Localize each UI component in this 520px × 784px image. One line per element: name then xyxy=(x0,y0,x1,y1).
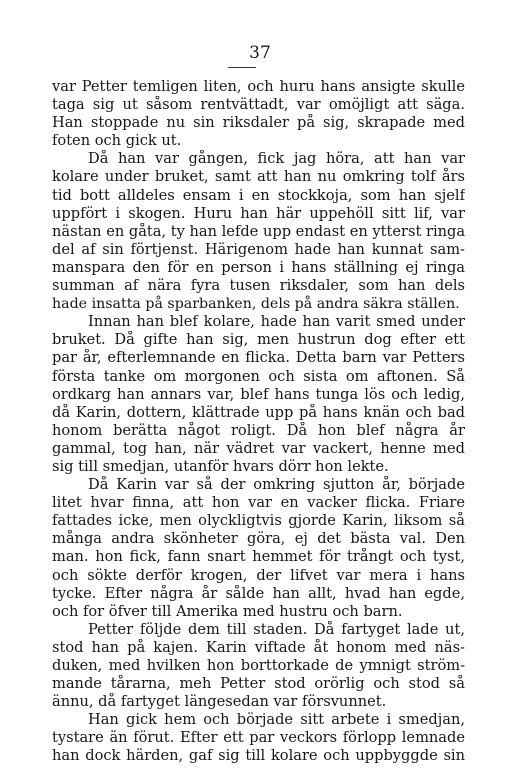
text-line: mande tårarna, meh Petter stod orörlig och stod så xyxy=(52,675,465,693)
text-line: hade insatta på sparbanken, dels på andra säkra ställen. xyxy=(52,296,460,313)
text-line: gammal, tog han, när vädret var vackert, henne med xyxy=(52,439,465,457)
text-line: var Petter temligen liten, och huru hans ansigte skulle xyxy=(52,78,465,95)
text-line: stod han på kajen. Karin viftade åt honom med näs- xyxy=(52,638,465,656)
text-line: uppfört i skogen. Huru han här uppehöll sitt lif, var xyxy=(52,204,465,222)
text-line: Innan han blef kolare, hade han varit smed under xyxy=(88,313,465,331)
text-line: bruket. Då gifte han sig, men hustrun dog efter ett xyxy=(52,331,465,349)
text-line: honom berätta något roligt. Då hon blef några år xyxy=(52,421,465,439)
text-line: man. hon fick, fann snart hemmet för trångt och tyst, xyxy=(52,548,465,566)
text-line: tid bott alldeles ensam i en stockkoja, som han sjelf xyxy=(52,186,465,204)
text-line: Han stoppade nu sin riksdaler på sig, skrapade med xyxy=(52,114,465,132)
text-line: många andra skönheter göra, ej det bästa val. Den xyxy=(52,530,465,548)
text-line: foten och gick ut. xyxy=(52,132,182,150)
text-line: Han gick hem och började sitt arbete i smedjan, xyxy=(88,711,465,729)
text-line: han dock härden, gaf sig till kolare och uppbyggde sin xyxy=(52,747,465,765)
text-line: ännu, då fartyget längesedan var försvunnet. xyxy=(52,693,387,711)
text-line: och for öfver till Amerika med hustru och barn. xyxy=(52,602,403,620)
text-line: då Karin, dottern, klättrade upp på hans knän och bad xyxy=(52,403,465,421)
text-line: nästan en gåta, ty han lefde upp endast en ytterst ringa xyxy=(52,222,465,240)
text-line: taga sig ut såsom rentvättadt, var omöjligt att säga. xyxy=(52,96,465,114)
text-line: kolare under bruket, samt att han nu omkring tolf års xyxy=(52,168,465,186)
text-line: tystare än förut. Efter ett par veckors förlopp lemnade xyxy=(52,729,465,747)
page-number-rule xyxy=(228,67,256,68)
text-line: fattades icke, men olyckligtvis gjorde Karin, liksom så xyxy=(52,512,465,530)
body-text xyxy=(52,78,465,766)
text-line: första tanke om morgonen och sista om aftonen. Så xyxy=(52,367,465,385)
text-line: litet hvar finna, att hon var en vacker flicka. Friare xyxy=(52,494,465,512)
text-line: tycke. Efter några år sålde han allt, hvad han egde, xyxy=(52,584,465,602)
text-line: summan af nära fyra tusen riksdaler, som han dels xyxy=(52,277,465,295)
text-line: duken, med hvilken hon borttorkade de ymnigt ström- xyxy=(52,657,465,674)
text-line: Då Karin var så der omkring sjutton år, började xyxy=(88,476,465,494)
text-line: ordkarg han annars var, blef hans tunga lös och ledig, xyxy=(52,385,465,403)
text-line: och sökte derför krogen, der lifvet var mera i hans xyxy=(52,566,465,584)
text-line: manspara den för en person i hans ställning ej ringa xyxy=(52,258,465,276)
text-line: par år, efterlemnande en flicka. Detta barn var Petters xyxy=(52,349,465,367)
page-number: 37 xyxy=(249,43,271,63)
text-line: Då han var gången, fick jag höra, att han var xyxy=(88,150,465,168)
text-line: Petter följde dem till staden. Då fartyget lade ut, xyxy=(88,620,465,638)
text-line: del af sin förtjenst. Härigenom hade han kunnat sam- xyxy=(52,240,465,258)
text-line: sig till smedjan, utanför hvars dörr hon lekte. xyxy=(52,457,389,475)
